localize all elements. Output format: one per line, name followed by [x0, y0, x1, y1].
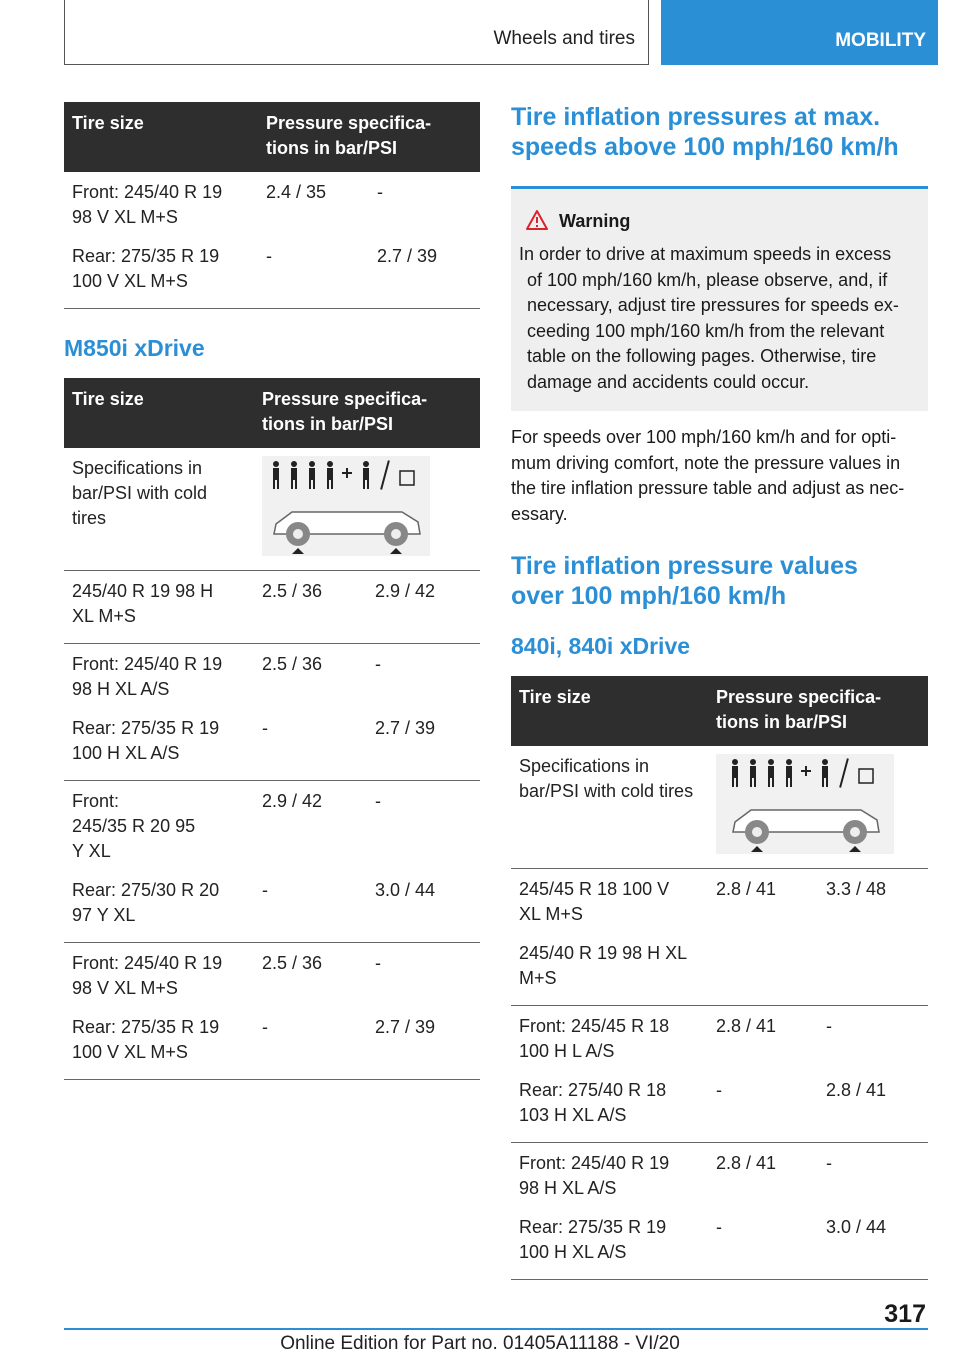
warning-title: [559, 211, 920, 232]
pressure-cell: -: [826, 1153, 832, 1173]
pressure-cell: -: [375, 953, 381, 973]
pressure-cell: [818, 933, 928, 1006]
pressure-cell: -: [254, 708, 367, 781]
warning-line: damage and accidents could occur.: [527, 371, 810, 392]
header-tire-size: Tire size: [64, 102, 258, 172]
pressure-cell: 2.5 / 36: [262, 953, 323, 973]
warning-line: of 100 mph/160 km/h, please observe, and, if: [527, 269, 888, 290]
pressure-cell: 2.8 / 41: [716, 879, 777, 899]
paragraph-line: mum driving comfort, note the pressure values in: [511, 452, 901, 473]
footer-edition-text: Online Edition for Part no. 01405A11188 - VI/20: [280, 1333, 680, 1354]
pressure-cell: -: [258, 236, 369, 309]
pressure-cell: 2.7 / 39: [367, 708, 480, 781]
mobility-tab[interactable]: MOBILITY: [661, 0, 938, 65]
warning-triangle-icon: [525, 209, 549, 231]
tire-size-cell: Front: 245/35 R 20 95 Y XL: [72, 791, 196, 861]
warning-body: [519, 242, 920, 395]
spec-label: Specifications in bar/PSI with cold tires: [64, 448, 254, 571]
pressure-cell: 2.8 / 41: [818, 1070, 928, 1143]
section-heading-values: Tire inflation pressure values over 100 mph/160 km/h: [511, 552, 858, 610]
speed-paragraph: [511, 425, 928, 527]
tire-size-cell: Front: 245/40 R 19 98 V XL M+S: [72, 953, 223, 998]
page-number: 317: [884, 1300, 926, 1328]
pressure-cell: -: [254, 1007, 367, 1080]
tire-size-cell: 245/40 R 19 98 H XL M+S: [511, 933, 708, 1006]
warning-line: necessary, adjust tire pressures for speeds ex-: [527, 295, 899, 315]
section-title: Wheels and tires: [493, 28, 635, 49]
load-diagram-cell: [254, 448, 480, 571]
pressure-cell: -: [826, 1016, 832, 1036]
pressure-cell: 3.0 / 44: [818, 1207, 928, 1280]
warning-line: table on the following pages. Otherwise, tire: [527, 346, 877, 366]
pressure-cell: [708, 933, 818, 1006]
header-tire-size: Tire size: [511, 676, 708, 746]
header-pressure: Pressure specifica- tions in bar/PSI: [254, 378, 480, 448]
tire-size-cell: Rear: 275/35 R 19 100 V XL M+S: [64, 1007, 254, 1080]
load-diagram-cell: [708, 746, 928, 869]
pressure-cell: -: [254, 870, 367, 943]
model-heading-m850i: M850i xDrive: [64, 335, 205, 361]
pressure-cell: 3.3 / 48: [826, 879, 887, 899]
tire-size-cell: Rear: 275/40 R 18 103 H XL A/S: [511, 1070, 708, 1143]
section-heading-max-speeds: Tire inflation pressures at max. speeds above 100 mph/160 km/h: [511, 103, 899, 161]
warning-box: [511, 186, 928, 411]
tire-size-cell: Rear: 275/35 R 19 100 V XL M+S: [64, 236, 258, 309]
tire-size-cell: Rear: 275/35 R 19 100 H XL A/S: [511, 1207, 708, 1280]
warning-line: ceeding 100 mph/160 km/h from the relevant: [527, 320, 885, 341]
pressure-cell: 2.8 / 41: [716, 1016, 777, 1036]
header-tire-size: Tire size: [64, 378, 254, 448]
pressure-cell: -: [375, 654, 381, 674]
pressure-cell: 3.0 / 44: [367, 870, 480, 943]
pressure-cell: 2.8 / 41: [716, 1153, 777, 1173]
pressure-cell: 2.7 / 39: [369, 236, 480, 309]
vehicle-load-icon: [262, 456, 430, 556]
header-pressure: Pressure specifica- tions in bar/PSI: [258, 102, 480, 172]
pressure-cell: 2.7 / 39: [367, 1007, 480, 1080]
tire-size-cell: 245/45 R 18 100 V XL M+S: [519, 879, 670, 924]
paragraph-line: essary.: [511, 503, 568, 524]
footer-divider: [64, 1328, 928, 1330]
warning-line: In order to drive at maximum speeds in excess: [519, 244, 892, 264]
paragraph-line: For speeds over 100 mph/160 km/h and for opti-: [511, 427, 897, 447]
tire-size-cell: Front: 245/40 R 19 98 V XL M+S: [72, 182, 223, 227]
model-heading-840i: 840i, 840i xDrive: [511, 633, 691, 659]
pressure-cell: 2.9 / 42: [262, 791, 323, 811]
tire-pressure-table-1: [64, 102, 480, 309]
pressure-cell: 2.9 / 42: [367, 571, 480, 644]
pressure-cell: -: [708, 1070, 818, 1143]
tire-pressure-table-2: [64, 378, 480, 1080]
tire-size-cell: 245/40 R 19 98 H XL M+S: [64, 571, 254, 644]
left-column: [64, 102, 480, 1080]
tire-size-cell: Rear: 275/35 R 19 100 H XL A/S: [64, 708, 254, 781]
right-column: [511, 102, 928, 1280]
tire-size-cell: Front: 245/40 R 19 98 H XL A/S: [72, 654, 223, 699]
header-pressure: Pressure specifica- tions in bar/PSI: [708, 676, 928, 746]
pressure-cell: 2.5 / 36: [262, 654, 323, 674]
tire-pressure-table-3: [511, 676, 928, 1280]
pressure-cell: 2.5 / 36: [254, 571, 367, 644]
spec-label: Specifications in bar/PSI with cold tires: [511, 746, 708, 869]
pressure-cell: -: [375, 791, 381, 811]
tire-size-cell: Rear: 275/30 R 20 97 Y XL: [64, 870, 254, 943]
pressure-cell: -: [377, 182, 383, 202]
paragraph-line: the tire inflation pressure table and adjust as nec-: [511, 478, 905, 498]
tire-size-cell: Front: 245/40 R 19 98 H XL A/S: [519, 1153, 670, 1198]
pressure-cell: 2.4 / 35: [266, 182, 327, 202]
tire-size-cell: Front: 245/45 R 18 100 H L A/S: [519, 1016, 670, 1061]
vehicle-load-icon: [716, 754, 894, 854]
warning-title-text: Warning: [559, 211, 631, 231]
pressure-cell: -: [708, 1207, 818, 1280]
